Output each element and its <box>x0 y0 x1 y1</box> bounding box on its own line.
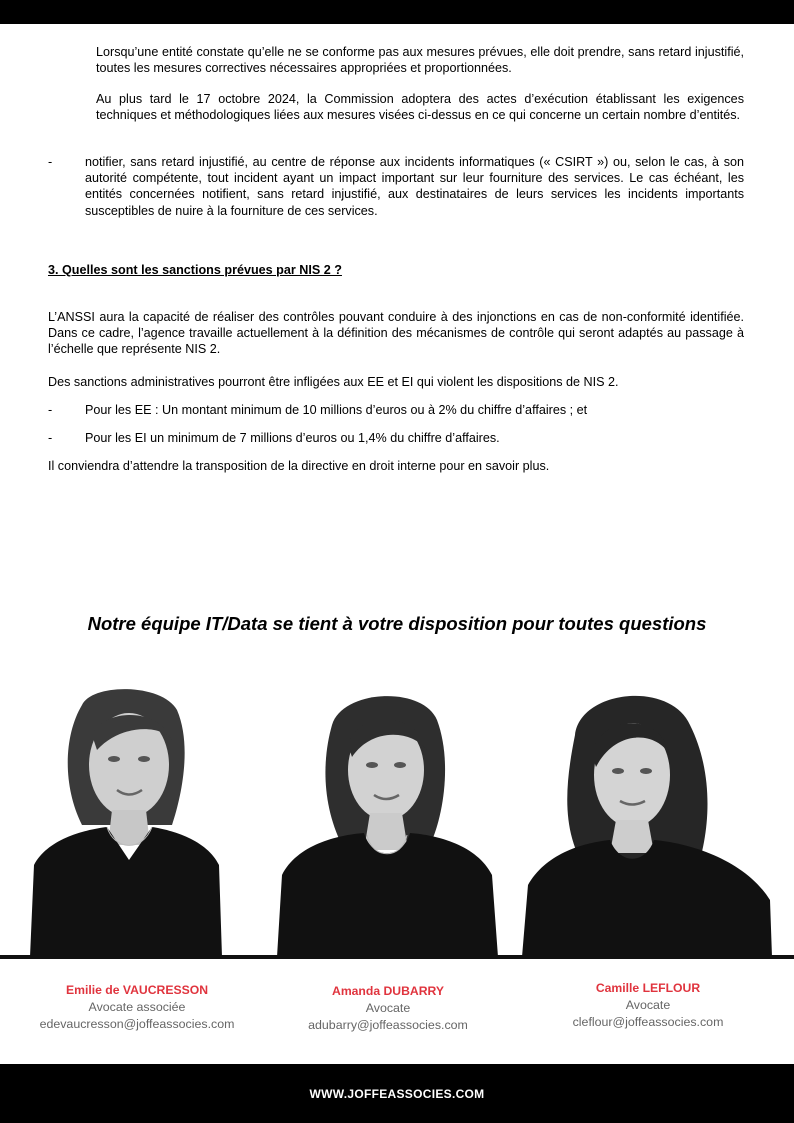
bullet-dash: - <box>48 431 53 445</box>
bullet-notify: notifier, sans retard injustifié, au centre de réponse aux incidents informatiques (« CSIRT ») ou, selon le cas, à son autorité compétente, tout incident ayant un impact important sur leur fourniture des services. Le cas échéant, les entités concernées notifient, sans retard injustifié, aux destinataires de leurs services les incidents importants susceptibles de nuire à la fourniture de ces services. <box>85 155 744 218</box>
bullet-dash: - <box>48 155 53 169</box>
paragraph-sanctions: Des sanctions administratives pourront être infligées aux EE et EI qui violent les dispositions de NIS 2. <box>48 375 619 389</box>
paragraph-commission: Au plus tard le 17 octobre 2024, la Commission adoptera des actes d’exécution établissant les exigences techniques et méthodologiques liées aux mesures visées ci-dessus en ce qui concerne un certain nombre d’entités. <box>96 92 744 123</box>
photo-base-rule <box>0 955 794 959</box>
member-email[interactable]: edevaucresson@joffeassocies.com <box>39 1017 235 1031</box>
member-name: Emilie de VAUCRESSON <box>66 983 208 997</box>
team-card-1 <box>17 982 257 1033</box>
paragraph-corrective-measures: Lorsqu’une entité constate qu’elle ne se conforme pas aux mesures prévues, elle doit prendre, sans retard injustifié, toutes les mesures correctives nécessaires appropriées et proportionnées. <box>96 45 744 76</box>
portrait-photo-2 <box>272 675 502 957</box>
portrait-photo-1 <box>22 675 227 957</box>
member-role: Avocate associée <box>88 1000 186 1014</box>
paragraph-conclusion: Il conviendra d’attendre la transposition de la directive en droit interne pour en savoir plus. <box>48 459 550 473</box>
bullet-ei: Pour les EI un minimum de 7 millions d’euros ou 1,4% du chiffre d’affaires. <box>85 431 500 445</box>
top-bar <box>0 0 794 24</box>
member-email[interactable]: cleflour@joffeassocies.com <box>572 1015 724 1029</box>
team-card-3 <box>528 980 768 1031</box>
bullet-dash: - <box>48 403 53 417</box>
team-card-2 <box>268 983 508 1034</box>
tagline: Notre équipe IT/Data se tient à votre disposition pour toutes questions <box>87 613 707 634</box>
member-role: Avocate <box>365 1001 411 1015</box>
section-heading: 3. Quelles sont les sanctions prévues par NIS 2 ? <box>48 263 342 277</box>
member-name: Amanda DUBARRY <box>332 984 444 998</box>
member-email[interactable]: adubarry@joffeassocies.com <box>308 1018 468 1032</box>
portrait-photo-3 <box>520 675 775 957</box>
paragraph-anssi: L’ANSSI aura la capacité de réaliser des contrôles pouvant conduire à des injonctions en cas de non-conformité identifiée. Dans ce cadre, l’agence travaille actuellement à la définition des mécanismes de contrôle qui seront adaptés au passage à l’échelle que représente NIS 2. <box>48 310 744 357</box>
member-role: Avocate <box>625 998 671 1012</box>
footer-bar <box>0 1064 794 1123</box>
bullet-ee: Pour les EE : Un montant minimum de 10 millions d’euros ou à 2% du chiffre d’affaires ; et <box>85 403 588 417</box>
footer-website-link[interactable]: WWW.JOFFEASSOCIES.COM <box>309 1086 485 1101</box>
member-name: Camille LEFLOUR <box>595 981 701 995</box>
